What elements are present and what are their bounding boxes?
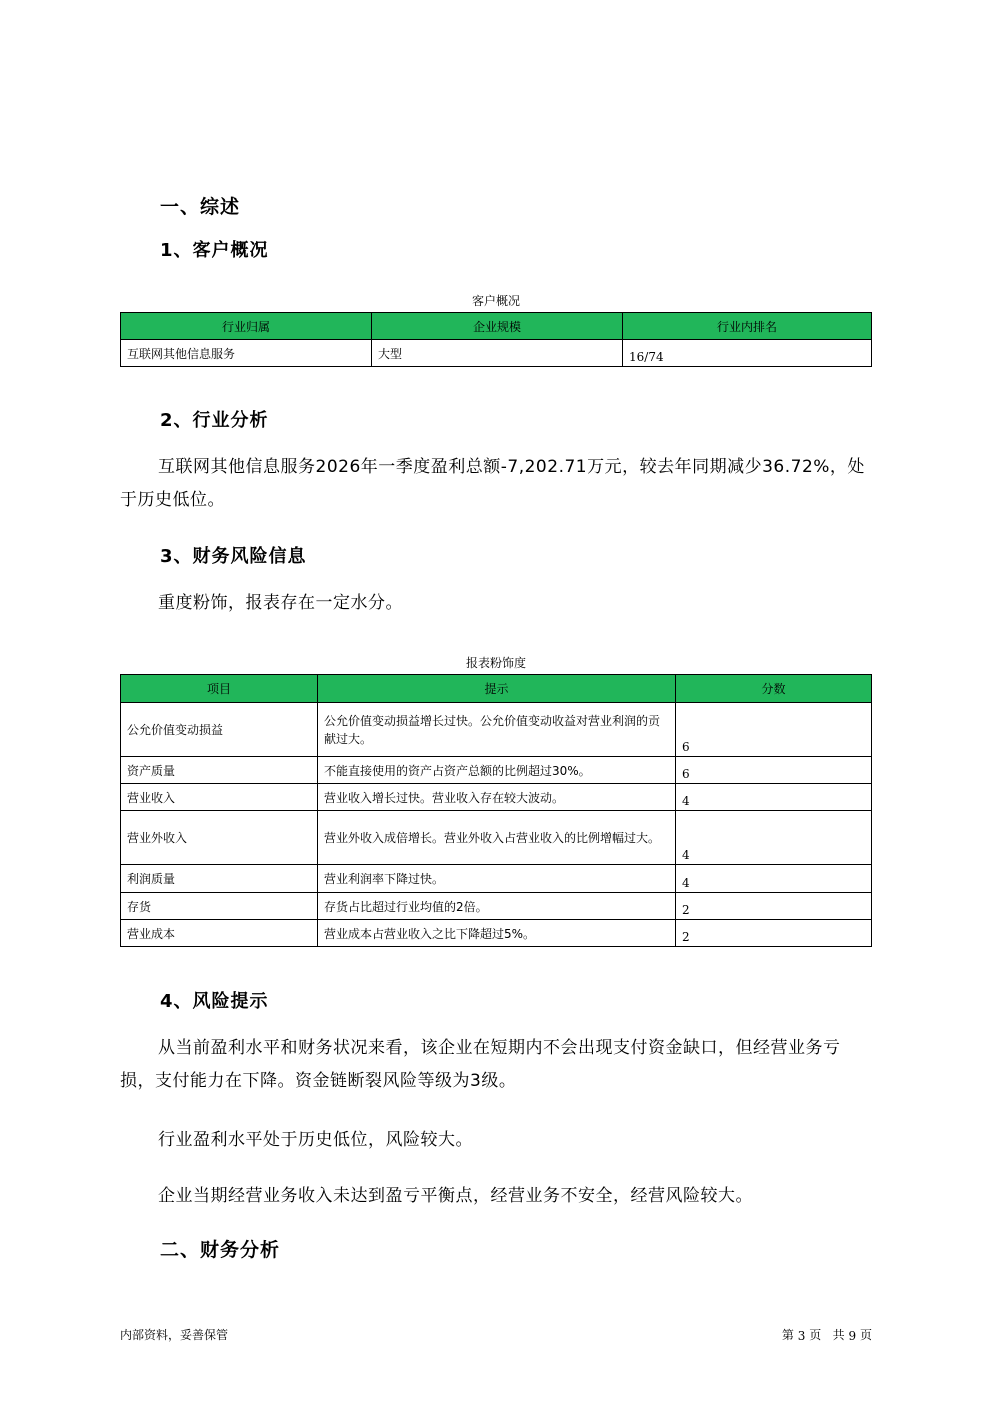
score-cell: 2 — [676, 893, 872, 920]
section-title-overview: 一、综述 — [160, 196, 241, 218]
hint-cell: 存货占比超过行业均值的2倍。 — [318, 893, 676, 920]
item-cell: 利润质量 — [121, 865, 318, 893]
scale-cell: 大型 — [372, 340, 623, 367]
page-label-pre: 第 — [781, 1328, 794, 1342]
table-row — [121, 920, 872, 947]
risk-info-text: 重度粉饰，报表存在一定水分。 — [158, 593, 403, 613]
embellish-table-caption: 报表粉饰度 — [465, 656, 526, 670]
total-label-post: 页 — [859, 1328, 872, 1342]
current-page: 3 — [797, 1329, 806, 1343]
item-cell: 资产质量 — [121, 757, 318, 784]
section-title-financial-analysis: 二、财务分析 — [160, 1239, 281, 1261]
table-header-row — [121, 313, 872, 340]
profile-table-caption: 客户概况 — [471, 294, 520, 308]
score-cell: 4 — [676, 784, 872, 811]
subsection-title-financial-risk: 3、财务风险信息 — [160, 546, 307, 567]
column-header: 行业内排名 — [623, 313, 872, 340]
table-row — [121, 893, 872, 920]
column-header: 项目 — [121, 675, 318, 703]
table-row — [121, 811, 872, 865]
industry-analysis-text: 互联网其他信息服务2026年一季度盈利总额-7,202.71万元，较去年同期减少36.72%，处于历史低位。 — [120, 457, 865, 510]
footer-page-number — [782, 1326, 872, 1343]
hint-cell: 营业利润率下降过快。 — [318, 865, 676, 893]
risk-tip-paragraph: 从当前盈利水平和财务状况来看，该企业在短期内不会出现支付资金缺口，但经营业务亏损，支付能力在下降。资金链断裂风险等级为3级。 — [120, 1038, 841, 1091]
risk-tip-paragraph: 行业盈利水平处于历史低位，风险较大。 — [158, 1130, 473, 1150]
item-cell: 公允价值变动损益 — [121, 703, 318, 757]
column-header: 行业归属 — [121, 313, 372, 340]
column-header: 企业规模 — [372, 313, 623, 340]
score-cell: 4 — [676, 865, 872, 893]
subsection-title-customer-profile: 1、客户概况 — [160, 240, 269, 261]
hint-cell: 营业外收入成倍增长。营业外收入占营业收入的比例增幅过大。 — [318, 811, 676, 865]
hint-cell: 营业成本占营业收入之比下降超过5%。 — [318, 920, 676, 947]
subsection-title-industry-analysis: 2、行业分析 — [160, 410, 269, 431]
column-header: 提示 — [318, 675, 676, 703]
item-cell: 营业成本 — [121, 920, 318, 947]
item-cell: 存货 — [121, 893, 318, 920]
hint-cell: 不能直接使用的资产占资产总额的比例超过30%。 — [318, 757, 676, 784]
column-header: 分数 — [676, 675, 872, 703]
subsection-title-risk-tips: 4、风险提示 — [160, 991, 269, 1012]
rank-cell: 16/74 — [623, 340, 872, 367]
score-cell: 6 — [676, 703, 872, 757]
customer-profile-table — [120, 312, 872, 367]
score-cell: 4 — [676, 811, 872, 865]
hint-cell: 营业收入增长过快。营业收入存在较大波动。 — [318, 784, 676, 811]
table-row — [121, 784, 872, 811]
page-label-mid: 页 — [809, 1328, 822, 1342]
table-row — [121, 757, 872, 784]
industry-cell: 互联网其他信息服务 — [121, 340, 372, 367]
table-row — [121, 340, 872, 367]
hint-cell: 公允价值变动损益增长过快。公允价值变动收益对营业利润的贡献过大。 — [318, 703, 676, 757]
table-header-row — [121, 675, 872, 703]
score-cell: 2 — [676, 920, 872, 947]
item-cell: 营业收入 — [121, 784, 318, 811]
embellishment-table — [120, 674, 872, 947]
item-cell: 营业外收入 — [121, 811, 318, 865]
score-cell: 6 — [676, 757, 872, 784]
risk-tip-paragraph: 企业当期经营业务收入未达到盈亏平衡点，经营业务不安全，经营风险较大。 — [158, 1186, 753, 1206]
table-row — [121, 865, 872, 893]
total-pages: 9 — [848, 1329, 857, 1343]
total-label-pre: 共 — [832, 1328, 845, 1342]
table-row — [121, 703, 872, 757]
footer-confidential-note: 内部资料，妥善保管 — [120, 1328, 229, 1342]
